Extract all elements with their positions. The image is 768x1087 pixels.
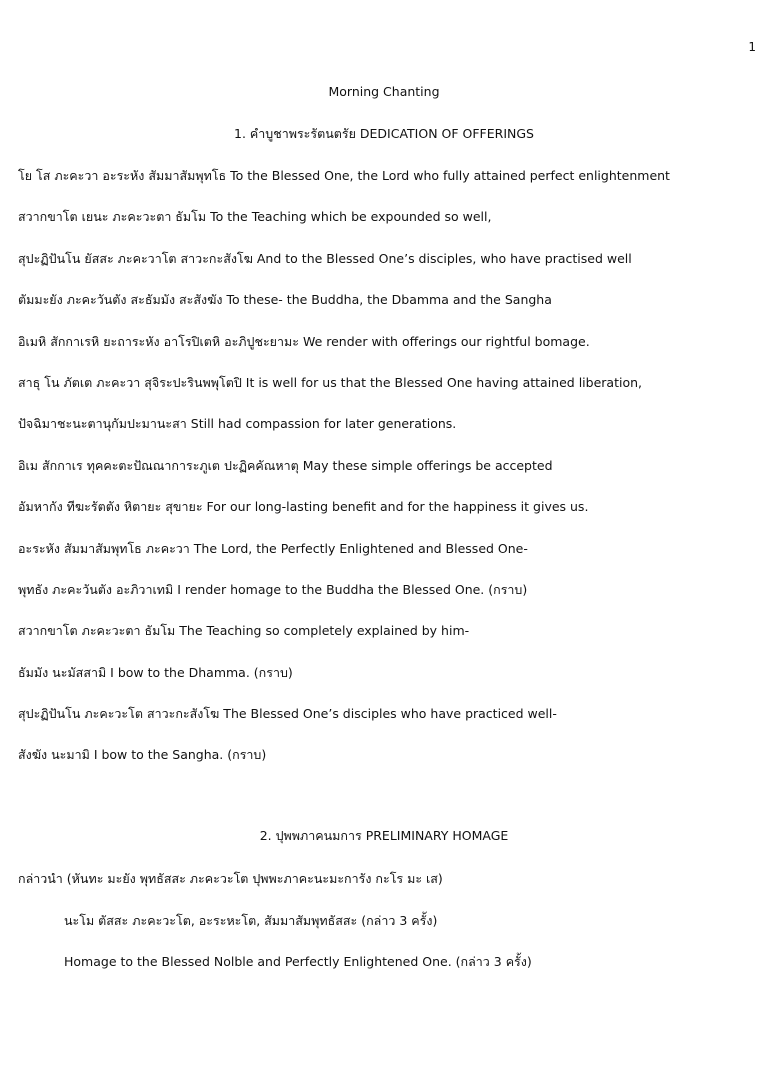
- chant-line: สวากขาโต เยนะ ภะคะวะตา ธัมโม To the Teaching which be expounded so well,: [18, 209, 492, 224]
- chant-line: สังฆัง นะมามิ I bow to the Sangha. (กราบ): [18, 747, 267, 762]
- page-number: 1: [748, 40, 756, 54]
- chant-line: ตัมมะยัง ภะคะวันตัง สะธัมมัง สะสังฆัง To these- the Buddha, the Dbamma and the Sangha: [18, 292, 552, 307]
- chant-intro: กล่าวนำ (หันทะ มะยัง พุทธัสสะ ภะคะวะโต ปุพพะภาคะนะมะการัง กะโร มะ เส): [18, 871, 443, 886]
- section2-heading: 2. ปุพพภาคนมการ PRELIMINARY HOMAGE: [259, 828, 509, 843]
- chant-line: Homage to the Blessed Nolble and Perfectly Enlightened One. (กล่าว 3 ครั้ง): [64, 954, 532, 969]
- chant-line: โย โส ภะคะวา อะระหัง สัมมาสัมพุทโธ To the Blessed One, the Lord who fully attained perfect enlightenment: [18, 168, 670, 183]
- chant-line: ปัจฉิมาชะนะตานุกัมปะมานะสา Still had compassion for later generations.: [18, 416, 457, 431]
- section1-heading: 1. คำบูชาพระรัตนตรัย DEDICATION OF OFFERINGS: [234, 126, 534, 141]
- chant-line: ธัมมัง นะมัสสามิ I bow to the Dhamma. (กราบ): [18, 665, 293, 680]
- chant-line: อิเม สักกาเร ทุคคะตะปัณณาการะภูเต ปะฏิคคัณหาตุ May these simple offerings be accepted: [18, 458, 553, 473]
- chant-line: อะระหัง สัมมาสัมพุทโธ ภะคะวา The Lord, the Perfectly Enlightened and Blessed One-: [18, 541, 528, 556]
- chant-line: สวากขาโต ภะคะวะตา ธัมโม The Teaching so completely explained by him-: [18, 623, 470, 638]
- chant-line: สุปะฏิปันโน ภะคะวะโต สาวะกะสังโฆ The Blessed One’s disciples who have practiced well-: [18, 706, 557, 721]
- chant-line: อัมหากัง ทีฆะรัตตัง หิตายะ สุขายะ For our long-lasting benefit and for the happiness it gives us.: [18, 499, 589, 514]
- chant-line: อิเมหิ สักกาเรหิ ยะถาระหัง อาโรปิเตหิ อะภิปูชะยามะ We render with offerings our rightful bomage.: [18, 334, 590, 349]
- chant-line: นะโม ตัสสะ ภะคะวะโต, อะระหะโต, สัมมาสัมพุทธัสสะ (กล่าว 3 ครั้ง): [64, 913, 438, 928]
- document-title: Morning Chanting: [328, 84, 440, 99]
- chant-line: พุทธัง ภะคะวันตัง อะภิวาเทมิ I render homage to the Buddha the Blessed One. (กราบ): [18, 582, 528, 597]
- chant-line: สุปะฏิปันโน ยัสสะ ภะคะวาโต สาวะกะสังโฆ And to the Blessed One’s disciples, who have practised well: [18, 251, 632, 266]
- chant-line: สาธุ โน ภัตเต ภะคะวา สุจิระปะรินพพุโตปิ It is well for us that the Blessed One having attained liberation,: [18, 375, 642, 390]
